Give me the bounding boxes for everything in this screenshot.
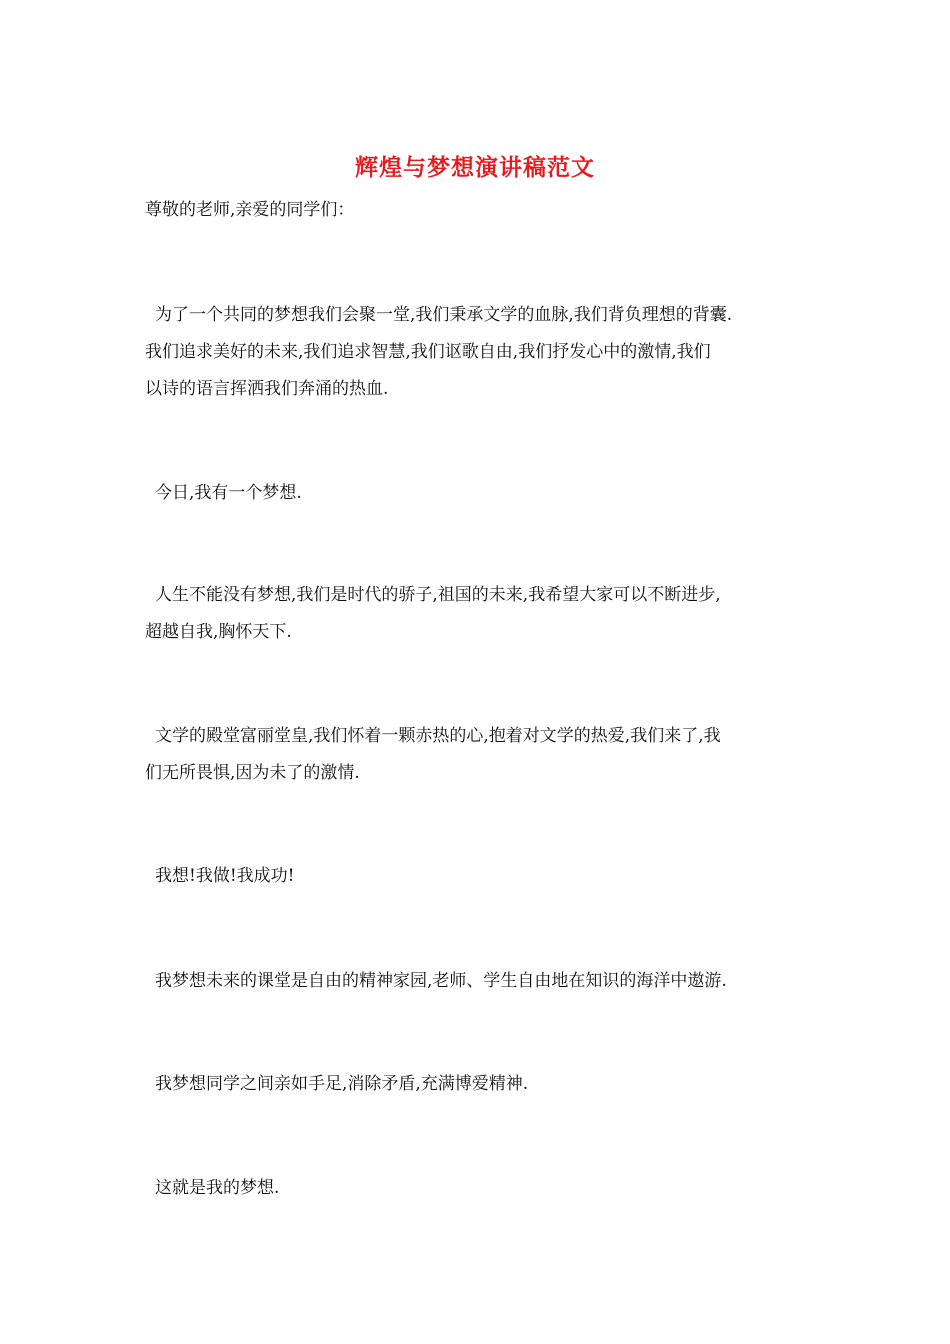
paragraph-3 (145, 577, 810, 651)
paragraph-line: 人生不能没有梦想,我们是时代的骄子,祖国的未来,我希望大家可以不断进步, (155, 585, 721, 605)
greeting: 尊敬的老师,亲爱的同学们： (145, 200, 355, 220)
paragraph-line: 文学的殿堂富丽堂皇,我们怀着一颗赤热的心,抱着对文学的热爱,我们来了,我 (155, 726, 721, 746)
paragraph-line: 我想!我做!我成功! (155, 866, 295, 886)
paragraph-8 (145, 1170, 810, 1207)
document-title: 辉煌与梦想演讲稿范文 (355, 154, 595, 181)
paragraph-line: 我梦想未来的课堂是自由的精神家园,老师、学生自由地在知识的海洋中遨游. (155, 971, 727, 991)
paragraph-line: 超越自我,胸怀天下. (145, 622, 292, 642)
paragraph-line: 我梦想同学之间亲如手足,消除矛盾,充满博爱精神. (155, 1074, 529, 1094)
paragraph-6 (145, 963, 810, 1000)
paragraph-line: 我们追求美好的未来,我们追求智慧,我们讴歌自由,我们抒发心中的激情,我们 (145, 342, 711, 362)
paragraph-7 (145, 1066, 810, 1103)
paragraph-4 (145, 718, 810, 792)
paragraph-1 (145, 297, 810, 408)
paragraph-line: 今日,我有一个梦想. (155, 483, 302, 503)
paragraph-line: 为了一个共同的梦想我们会聚一堂,我们秉承文学的血脉,我们背负理想的背囊. (155, 305, 733, 325)
paragraph-line: 们无所畏惧,因为未了的激情. (145, 763, 360, 783)
paragraph-line: 这就是我的梦想. (155, 1178, 280, 1198)
paragraph-2 (145, 475, 810, 512)
paragraph-5 (145, 858, 810, 895)
paragraph-line: 以诗的语言挥洒我们奔涌的热血. (145, 379, 389, 399)
